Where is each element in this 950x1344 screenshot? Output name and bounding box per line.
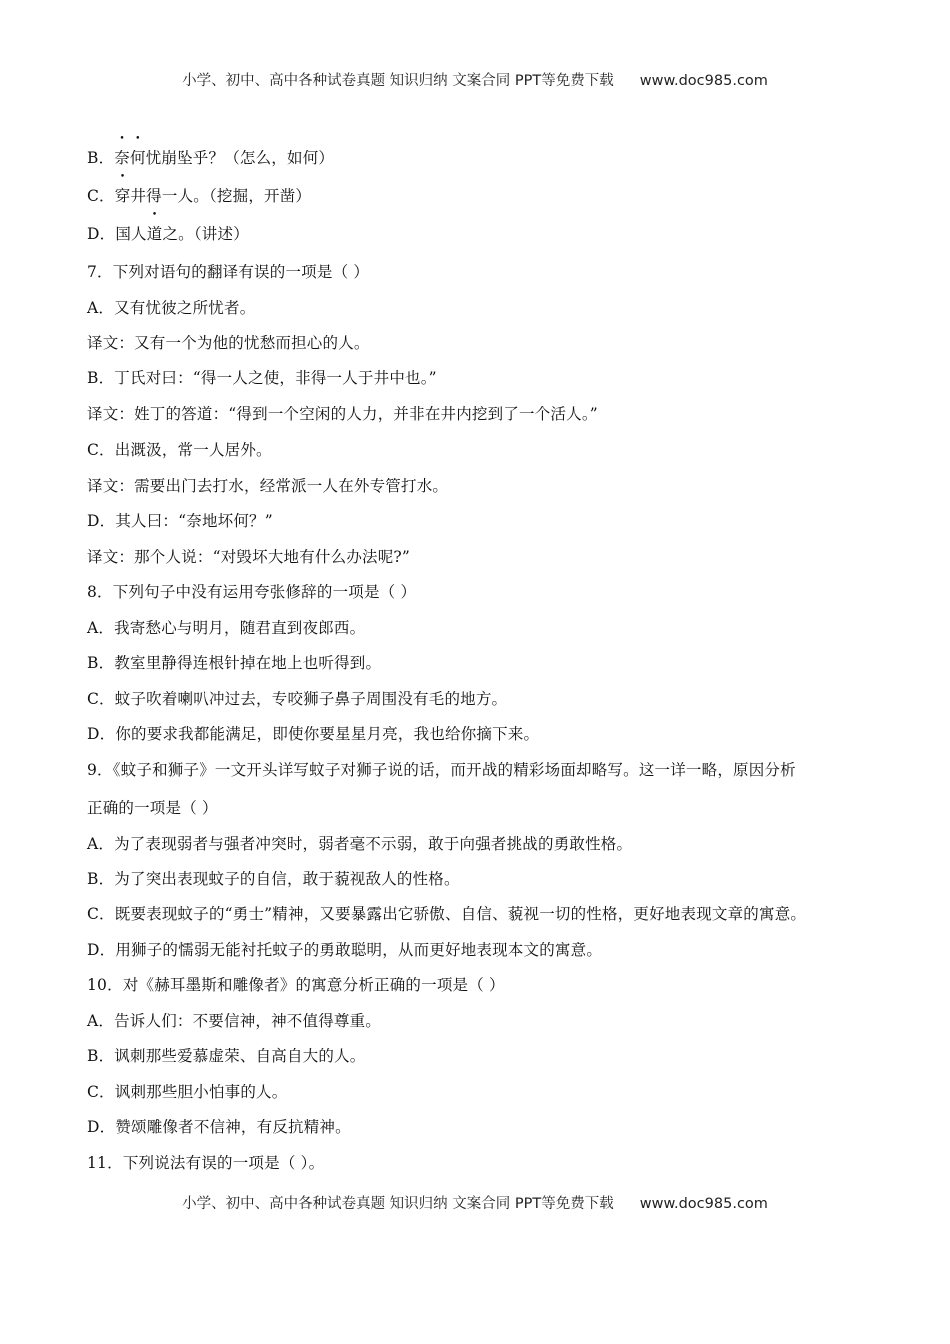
q7-option-b: B．丁氏对曰：“得一人之使，非得一人于井中也。” xyxy=(87,369,437,387)
q9-option-d: D．用狮子的懦弱无能衬托蚊子的勇敢聪明，从而更好地表现本文的寓意。 xyxy=(87,941,603,959)
q8-stem: 8．下列句子中没有运用夸张修辞的一项是（ ） xyxy=(87,583,417,601)
q10-option-d: D．赞颂雕像者不信神，有反抗精神。 xyxy=(87,1118,351,1136)
emphasis-char: 何 xyxy=(130,149,146,167)
q7-translation-a: 译文：又有一个为他的忧愁而担心的人。 xyxy=(87,334,370,352)
q7-option-a: A．又有忧彼之所忧者。 xyxy=(87,299,256,317)
q8-option-d: D．你的要求我都能满足，即使你要星星月亮，我也给你摘下来。 xyxy=(87,725,540,743)
q8-option-b: B．教室里静得连根针掉在地上也听得到。 xyxy=(87,654,382,672)
q11-stem: 11．下列说法有误的一项是（ ）。 xyxy=(87,1154,325,1172)
page-footer xyxy=(0,1192,950,1213)
q8-option-a: A．我寄愁心与明月，随君直到夜郎西。 xyxy=(87,619,366,637)
q7-translation-b: 译文：姓丁的答道：“得到一个空闲的人力，并非在井内挖到了一个活人。” xyxy=(87,405,598,423)
q7-translation-c: 译文：需要出门去打水，经常派一人在外专管打水。 xyxy=(87,477,449,495)
footer-site: www.doc985.com xyxy=(639,1196,768,1212)
emphasis-char: 奈 xyxy=(114,149,130,167)
emphasis-char: 道 xyxy=(146,225,163,243)
q9-option-a: A．为了表现弱者与强者冲突时，弱者毫不示弱，敢于向强者挑战的勇敢性格。 xyxy=(87,835,633,853)
emphasis-char: 穿 xyxy=(114,187,131,205)
q8-option-c: C．蚊子吹着喇叭冲过去，专咬狮子鼻子周围没有毛的地方。 xyxy=(87,690,508,708)
q10-option-b: B．讽刺那些爱慕虚荣、自高自大的人。 xyxy=(87,1047,366,1065)
q7-option-d: D．其人曰：“奈地坏何？” xyxy=(87,512,273,530)
q9-option-b: B．为了突出表现蚊子的自信，敢于藐视敌人的性格。 xyxy=(87,870,460,888)
q7-stem: 7．下列对语句的翻译有误的一项是（ ） xyxy=(87,263,370,281)
q10-option-a: A．告诉人们：不要信神，神不值得尊重。 xyxy=(87,1012,381,1030)
q7-option-c: C．出溉汲，常一人居外。 xyxy=(87,441,272,459)
q9-option-c: C．既要表现蚊子的“勇士”精神，又要暴露出它骄傲、自信、藐视一切的性格，更好地表现文章的寓意。 xyxy=(87,905,807,923)
footer-text: 小学、初中、高中各种试卷真题 知识归纳 文案合同 PPT等免费下载 xyxy=(182,1196,614,1212)
q10-stem: 10．对《赫耳墨斯和雕像者》的寓意分析正确的一项是（ ） xyxy=(87,976,505,994)
page-header xyxy=(0,69,950,90)
q7-translation-d: 译文：那个人说：“对毁坏大地有什么办法呢?” xyxy=(87,548,411,566)
header-text: 小学、初中、高中各种试卷真题 知识归纳 文案合同 PPT等免费下载 xyxy=(182,73,614,89)
q6-option-d: D．国人道之。（讲述） xyxy=(87,222,249,244)
q10-option-c: C．讽刺那些胆小怕事的人。 xyxy=(87,1083,288,1101)
q6-option-b: B．奈何忧崩坠乎？（怎么，如何） xyxy=(87,146,334,168)
q9-stem-line2: 正确的一项是（ ） xyxy=(87,799,218,817)
q6-option-c: C．穿井得一人。（挖掘，开凿） xyxy=(87,184,311,206)
q9-stem-line1: 9．《蚊子和狮子》一文开头详写蚊子对狮子说的话，而开战的精彩场面却略写。这一详一略，原因分析 xyxy=(87,761,796,779)
header-site: www.doc985.com xyxy=(639,73,768,89)
